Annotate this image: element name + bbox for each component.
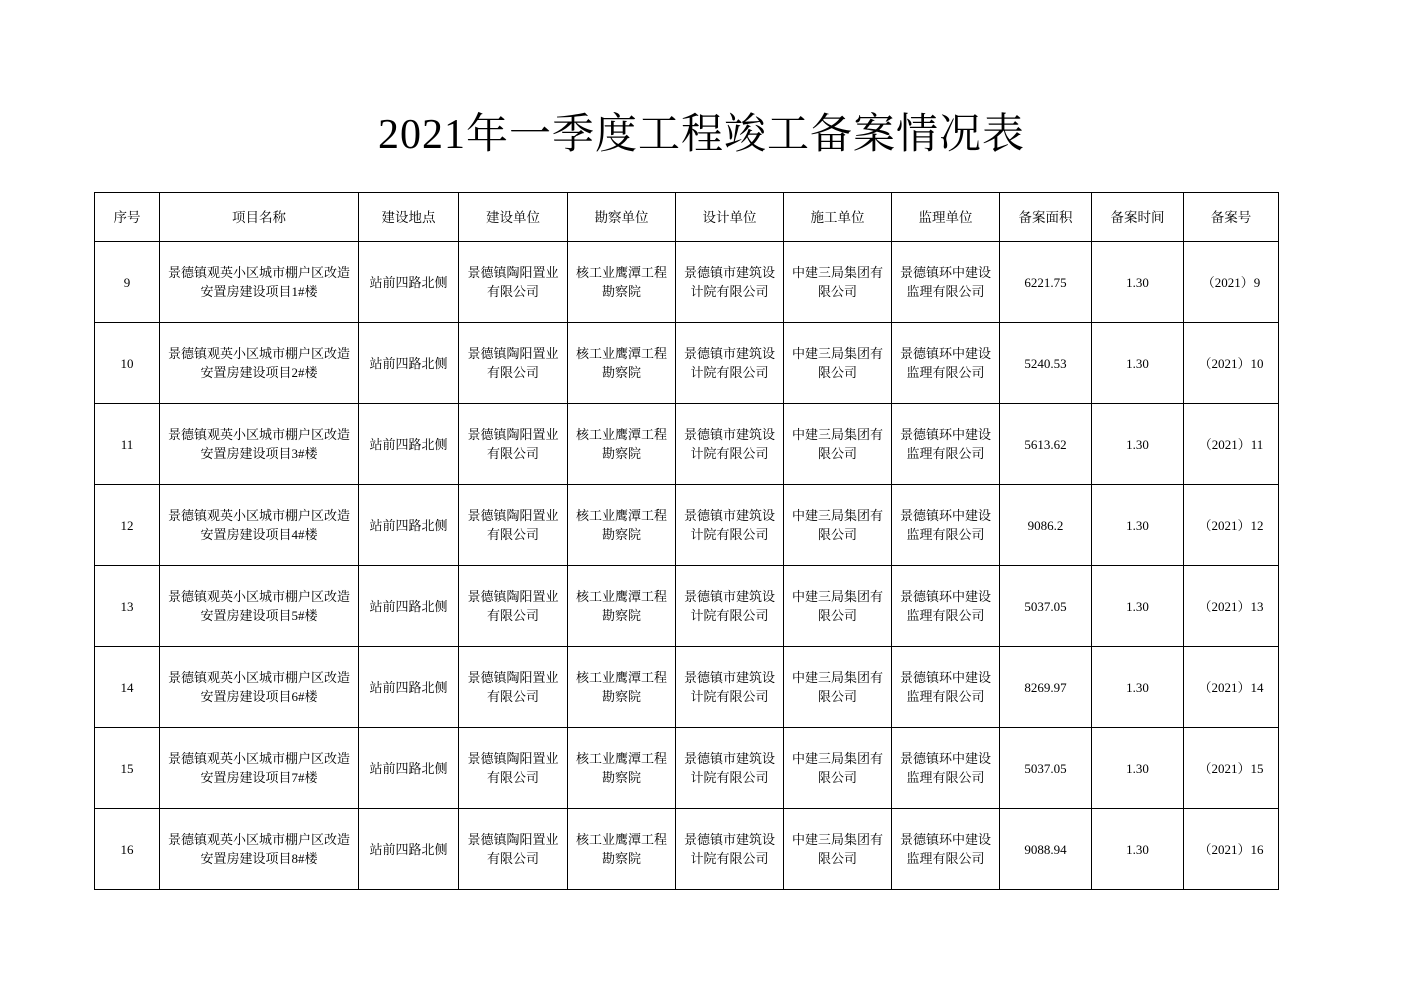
cell-builder: 景德镇陶阳置业有限公司 bbox=[459, 404, 568, 485]
cell-index: 11 bbox=[95, 404, 160, 485]
cell-index: 16 bbox=[95, 809, 160, 890]
column-header-builder: 建设单位 bbox=[459, 193, 568, 242]
column-header-record-number: 备案号 bbox=[1184, 193, 1279, 242]
cell-location: 站前四路北侧 bbox=[359, 404, 459, 485]
cell-builder: 景德镇陶阳置业有限公司 bbox=[459, 323, 568, 404]
table-row bbox=[95, 242, 1279, 323]
column-header-survey-unit: 勘察单位 bbox=[568, 193, 676, 242]
column-header-design-unit: 设计单位 bbox=[676, 193, 784, 242]
cell-project-name: 景德镇观英小区城市棚户区改造安置房建设项目1#楼 bbox=[160, 242, 359, 323]
cell-record-number: （2021）9 bbox=[1184, 242, 1279, 323]
table-row bbox=[95, 566, 1279, 647]
cell-project-name: 景德镇观英小区城市棚户区改造安置房建设项目7#楼 bbox=[160, 728, 359, 809]
cell-record-area: 5240.53 bbox=[1000, 323, 1092, 404]
cell-design-unit: 景德镇市建筑设计院有限公司 bbox=[676, 404, 784, 485]
cell-record-area: 9086.2 bbox=[1000, 485, 1092, 566]
cell-record-time: 1.30 bbox=[1092, 647, 1184, 728]
cell-record-number: （2021）10 bbox=[1184, 323, 1279, 404]
cell-record-time: 1.30 bbox=[1092, 485, 1184, 566]
cell-survey-unit: 核工业鹰潭工程勘察院 bbox=[568, 404, 676, 485]
cell-construction-unit: 中建三局集团有限公司 bbox=[784, 323, 892, 404]
cell-index: 15 bbox=[95, 728, 160, 809]
cell-record-number: （2021）14 bbox=[1184, 647, 1279, 728]
cell-design-unit: 景德镇市建筑设计院有限公司 bbox=[676, 485, 784, 566]
table-row bbox=[95, 485, 1279, 566]
cell-record-time: 1.30 bbox=[1092, 566, 1184, 647]
cell-survey-unit: 核工业鹰潭工程勘察院 bbox=[568, 728, 676, 809]
table-header-row bbox=[95, 193, 1279, 242]
cell-index: 10 bbox=[95, 323, 160, 404]
cell-record-time: 1.30 bbox=[1092, 242, 1184, 323]
cell-project-name: 景德镇观英小区城市棚户区改造安置房建设项目5#楼 bbox=[160, 566, 359, 647]
cell-project-name: 景德镇观英小区城市棚户区改造安置房建设项目8#楼 bbox=[160, 809, 359, 890]
cell-construction-unit: 中建三局集团有限公司 bbox=[784, 485, 892, 566]
completion-record-table-wrapper bbox=[94, 192, 1264, 890]
cell-record-time: 1.30 bbox=[1092, 323, 1184, 404]
cell-index: 12 bbox=[95, 485, 160, 566]
cell-index: 9 bbox=[95, 242, 160, 323]
table-row bbox=[95, 809, 1279, 890]
cell-location: 站前四路北侧 bbox=[359, 242, 459, 323]
cell-location: 站前四路北侧 bbox=[359, 485, 459, 566]
column-header-construction-unit: 施工单位 bbox=[784, 193, 892, 242]
cell-supervision-unit: 景德镇环中建设监理有限公司 bbox=[892, 242, 1000, 323]
cell-construction-unit: 中建三局集团有限公司 bbox=[784, 647, 892, 728]
page-title: 2021年一季度工程竣工备案情况表 bbox=[377, 112, 1025, 158]
cell-construction-unit: 中建三局集团有限公司 bbox=[784, 242, 892, 323]
table-row bbox=[95, 404, 1279, 485]
cell-record-area: 5037.05 bbox=[1000, 566, 1092, 647]
cell-design-unit: 景德镇市建筑设计院有限公司 bbox=[676, 566, 784, 647]
cell-supervision-unit: 景德镇环中建设监理有限公司 bbox=[892, 809, 1000, 890]
cell-record-number: （2021）15 bbox=[1184, 728, 1279, 809]
table-row bbox=[95, 647, 1279, 728]
cell-supervision-unit: 景德镇环中建设监理有限公司 bbox=[892, 323, 1000, 404]
cell-design-unit: 景德镇市建筑设计院有限公司 bbox=[676, 647, 784, 728]
cell-index: 13 bbox=[95, 566, 160, 647]
cell-supervision-unit: 景德镇环中建设监理有限公司 bbox=[892, 647, 1000, 728]
cell-design-unit: 景德镇市建筑设计院有限公司 bbox=[676, 728, 784, 809]
cell-location: 站前四路北侧 bbox=[359, 728, 459, 809]
cell-survey-unit: 核工业鹰潭工程勘察院 bbox=[568, 566, 676, 647]
cell-project-name: 景德镇观英小区城市棚户区改造安置房建设项目4#楼 bbox=[160, 485, 359, 566]
cell-location: 站前四路北侧 bbox=[359, 323, 459, 404]
cell-record-area: 5613.62 bbox=[1000, 404, 1092, 485]
cell-design-unit: 景德镇市建筑设计院有限公司 bbox=[676, 809, 784, 890]
cell-construction-unit: 中建三局集团有限公司 bbox=[784, 809, 892, 890]
cell-builder: 景德镇陶阳置业有限公司 bbox=[459, 809, 568, 890]
cell-supervision-unit: 景德镇环中建设监理有限公司 bbox=[892, 485, 1000, 566]
cell-record-number: （2021）11 bbox=[1184, 404, 1279, 485]
cell-project-name: 景德镇观英小区城市棚户区改造安置房建设项目6#楼 bbox=[160, 647, 359, 728]
column-header-record-area: 备案面积 bbox=[1000, 193, 1092, 242]
table-row bbox=[95, 323, 1279, 404]
cell-builder: 景德镇陶阳置业有限公司 bbox=[459, 566, 568, 647]
cell-design-unit: 景德镇市建筑设计院有限公司 bbox=[676, 323, 784, 404]
completion-record-table bbox=[94, 192, 1279, 890]
cell-record-time: 1.30 bbox=[1092, 728, 1184, 809]
cell-builder: 景德镇陶阳置业有限公司 bbox=[459, 485, 568, 566]
cell-supervision-unit: 景德镇环中建设监理有限公司 bbox=[892, 404, 1000, 485]
cell-project-name: 景德镇观英小区城市棚户区改造安置房建设项目2#楼 bbox=[160, 323, 359, 404]
cell-record-number: （2021）12 bbox=[1184, 485, 1279, 566]
cell-survey-unit: 核工业鹰潭工程勘察院 bbox=[568, 647, 676, 728]
cell-builder: 景德镇陶阳置业有限公司 bbox=[459, 242, 568, 323]
cell-index: 14 bbox=[95, 647, 160, 728]
cell-record-time: 1.30 bbox=[1092, 404, 1184, 485]
cell-survey-unit: 核工业鹰潭工程勘察院 bbox=[568, 323, 676, 404]
cell-record-number: （2021）16 bbox=[1184, 809, 1279, 890]
cell-builder: 景德镇陶阳置业有限公司 bbox=[459, 647, 568, 728]
cell-record-number: （2021）13 bbox=[1184, 566, 1279, 647]
cell-record-area: 9088.94 bbox=[1000, 809, 1092, 890]
cell-builder: 景德镇陶阳置业有限公司 bbox=[459, 728, 568, 809]
cell-location: 站前四路北侧 bbox=[359, 566, 459, 647]
cell-record-area: 8269.97 bbox=[1000, 647, 1092, 728]
cell-survey-unit: 核工业鹰潭工程勘察院 bbox=[568, 242, 676, 323]
cell-supervision-unit: 景德镇环中建设监理有限公司 bbox=[892, 566, 1000, 647]
column-header-location: 建设地点 bbox=[359, 193, 459, 242]
cell-construction-unit: 中建三局集团有限公司 bbox=[784, 728, 892, 809]
cell-record-area: 5037.05 bbox=[1000, 728, 1092, 809]
cell-construction-unit: 中建三局集团有限公司 bbox=[784, 566, 892, 647]
column-header-index: 序号 bbox=[95, 193, 160, 242]
column-header-record-time: 备案时间 bbox=[1092, 193, 1184, 242]
cell-construction-unit: 中建三局集团有限公司 bbox=[784, 404, 892, 485]
cell-location: 站前四路北侧 bbox=[359, 647, 459, 728]
table-row bbox=[95, 728, 1279, 809]
table-body bbox=[95, 242, 1279, 890]
cell-location: 站前四路北侧 bbox=[359, 809, 459, 890]
cell-supervision-unit: 景德镇环中建设监理有限公司 bbox=[892, 728, 1000, 809]
table-header bbox=[95, 193, 1279, 242]
cell-record-time: 1.30 bbox=[1092, 809, 1184, 890]
cell-survey-unit: 核工业鹰潭工程勘察院 bbox=[568, 809, 676, 890]
column-header-project-name: 项目名称 bbox=[160, 193, 359, 242]
cell-project-name: 景德镇观英小区城市棚户区改造安置房建设项目3#楼 bbox=[160, 404, 359, 485]
column-header-supervision-unit: 监理单位 bbox=[892, 193, 1000, 242]
cell-design-unit: 景德镇市建筑设计院有限公司 bbox=[676, 242, 784, 323]
cell-record-area: 6221.75 bbox=[1000, 242, 1092, 323]
cell-survey-unit: 核工业鹰潭工程勘察院 bbox=[568, 485, 676, 566]
